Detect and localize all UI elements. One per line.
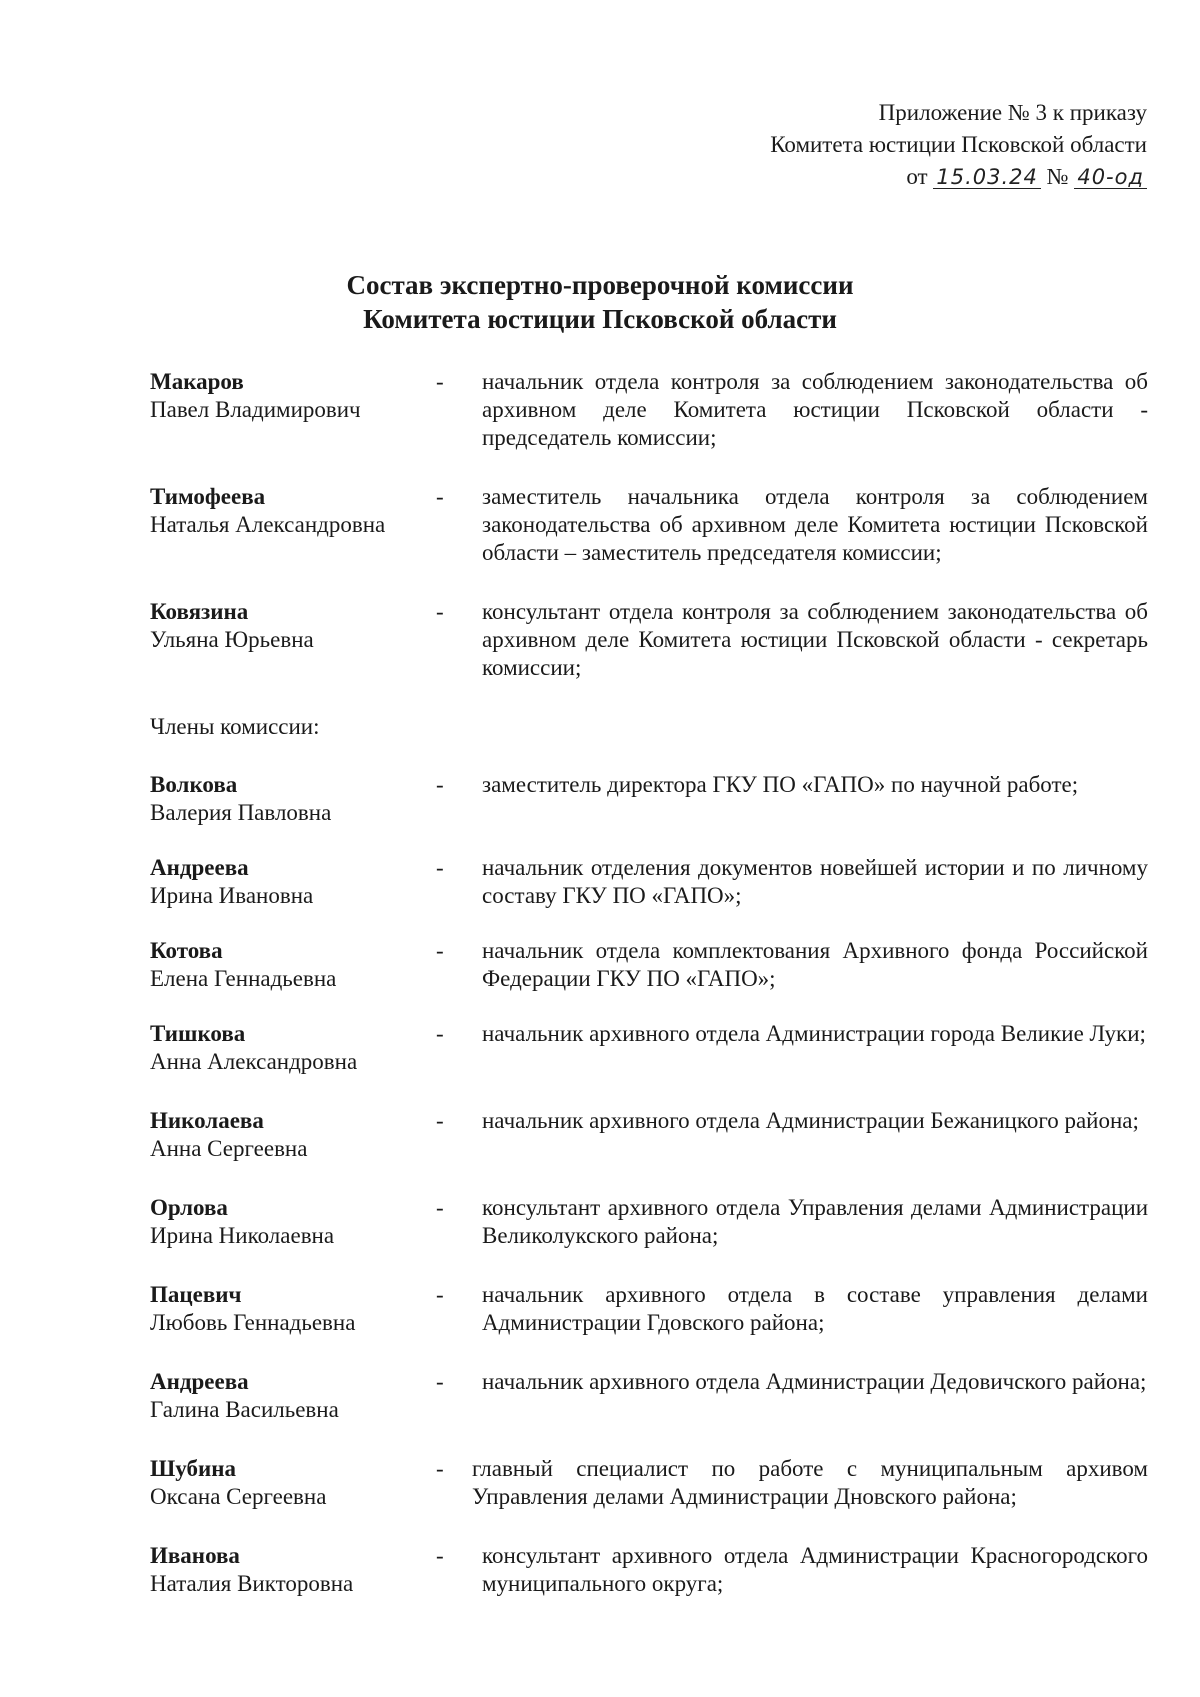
member-given-name: Наталья Александровна — [150, 512, 386, 537]
member-role: заместитель начальника отдела контроля за соблюдением законодательства об архивном деле Комитета юстиции Псковской области – заместитель председателя комиссии; — [482, 484, 1148, 565]
member-role: консультант архивного отдела Управления делами Администрации Великолукского района; — [482, 1195, 1148, 1248]
appendix-header — [770, 97, 1147, 193]
document-title — [0, 268, 1200, 336]
leader-entry — [150, 368, 1148, 452]
member-role: заместитель директора ГКУ ПО «ГАПО» по научной работе; — [482, 772, 1079, 797]
dash-separator: - — [436, 772, 444, 797]
member-surname: Орлова — [150, 1195, 228, 1220]
member-given-name: Анна Александровна — [150, 1049, 358, 1074]
dash-separator: - — [436, 369, 444, 394]
title-line-1: Состав экспертно-проверочной комиссии — [346, 270, 854, 300]
member-role: консультант отдела контроля за соблюдением законодательства об архивном деле Комитета юстиции Псковской области - секретарь комиссии; — [482, 599, 1148, 680]
member-surname: Тишкова — [150, 1021, 246, 1046]
member-name — [150, 937, 436, 993]
member-surname: Николаева — [150, 1108, 264, 1133]
member-given-name: Любовь Геннадьевна — [150, 1310, 356, 1335]
appendix-line-1: Приложение № 3 к приказу — [878, 100, 1147, 125]
member-name — [150, 368, 436, 452]
member-given-name: Елена Геннадьевна — [150, 966, 337, 991]
member-given-name: Валерия Павловна — [150, 800, 332, 825]
number-prefix: № — [1046, 164, 1069, 189]
member-given-name: Галина Васильевна — [150, 1397, 339, 1422]
dash-separator: - — [436, 855, 444, 880]
member-name — [150, 1455, 436, 1511]
member-given-name: Анна Сергеевна — [150, 1136, 308, 1161]
dash-separator: - — [436, 1108, 444, 1133]
leader-entry — [150, 598, 1148, 682]
member-role: начальник отделения документов новейшей истории и по личному составу ГКУ ПО «ГАПО»; — [482, 855, 1148, 908]
member-entry — [150, 1107, 1148, 1163]
member-name — [150, 483, 436, 567]
member-given-name: Ульяна Юрьевна — [150, 627, 314, 652]
date-prefix: от — [906, 164, 928, 189]
member-given-name: Павел Владимирович — [150, 397, 361, 422]
member-surname: Котова — [150, 938, 223, 963]
member-given-name: Ирина Ивановна — [150, 883, 314, 908]
member-role: начальник архивного отдела Администрации Бежаницкого района; — [482, 1108, 1139, 1133]
dash-separator: - — [436, 1369, 444, 1394]
member-entry — [150, 937, 1148, 993]
member-role: начальник архивного отдела в составе управления делами Администрации Гдовского района; — [482, 1282, 1148, 1335]
commission-list — [150, 368, 1148, 1629]
member-role: начальник архивного отдела Администрации города Великие Луки; — [482, 1021, 1146, 1046]
members-label: Члены комиссии: — [150, 714, 320, 739]
member-given-name: Ирина Николаевна — [150, 1223, 335, 1248]
member-surname: Макаров — [150, 369, 244, 394]
member-role: главный специалист по работе с муниципальным архивом Управления делами Администрации Дновского района; — [472, 1456, 1148, 1509]
member-name — [150, 1542, 436, 1598]
handwritten-number: 40-од — [1074, 166, 1147, 189]
member-surname: Шубина — [150, 1456, 236, 1481]
member-name — [150, 1194, 436, 1250]
member-given-name: Оксана Сергеевна — [150, 1484, 327, 1509]
member-name — [150, 1368, 436, 1424]
member-name — [150, 598, 436, 682]
member-role: начальник отдела контроля за соблюдением законодательства об архивном деле Комитета юстиции Псковской области - председатель комиссии; — [482, 369, 1148, 450]
member-entry — [150, 1194, 1148, 1250]
dash-separator: - — [436, 1282, 444, 1307]
leader-entry — [150, 483, 1148, 567]
member-name — [150, 1107, 436, 1163]
member-surname: Ковязина — [150, 599, 249, 624]
member-name — [150, 854, 436, 910]
appendix-date-line — [770, 161, 1147, 193]
member-entry — [150, 854, 1148, 910]
member-surname: Иванова — [150, 1543, 240, 1568]
member-role: начальник архивного отдела Администрации Дедовичского района; — [482, 1369, 1147, 1394]
member-given-name: Наталия Викторовна — [150, 1571, 354, 1596]
member-entry — [150, 1281, 1148, 1337]
member-role: начальник отдела комплектования Архивного фонда Российской Федерации ГКУ ПО «ГАПО»; — [482, 938, 1148, 991]
dash-separator: - — [436, 484, 444, 509]
member-surname: Тимофеева — [150, 484, 266, 509]
member-entry — [150, 1020, 1148, 1076]
member-surname: Волкова — [150, 772, 238, 797]
member-role: консультант архивного отдела Администрации Красногородского муниципального округа; — [482, 1543, 1148, 1596]
dash-separator: - — [436, 1195, 444, 1220]
dash-separator: - — [436, 599, 444, 624]
handwritten-date: 15.03.24 — [933, 166, 1041, 189]
dash-separator: - — [436, 938, 444, 963]
dash-separator: - — [436, 1021, 444, 1046]
member-name — [150, 771, 436, 827]
member-surname: Андреева — [150, 855, 249, 880]
dash-separator: - — [436, 1456, 444, 1481]
member-name — [150, 1020, 436, 1076]
member-entry — [150, 771, 1148, 827]
member-name — [150, 1281, 436, 1337]
member-entry — [150, 1368, 1148, 1424]
member-surname: Пацевич — [150, 1282, 242, 1307]
dash-separator: - — [436, 1543, 444, 1568]
member-entry — [150, 1542, 1148, 1598]
member-entry — [150, 1455, 1148, 1511]
title-line-2: Комитета юстиции Псковской области — [363, 304, 837, 334]
appendix-line-2: Комитета юстиции Псковской области — [770, 132, 1147, 157]
member-surname: Андреева — [150, 1369, 249, 1394]
